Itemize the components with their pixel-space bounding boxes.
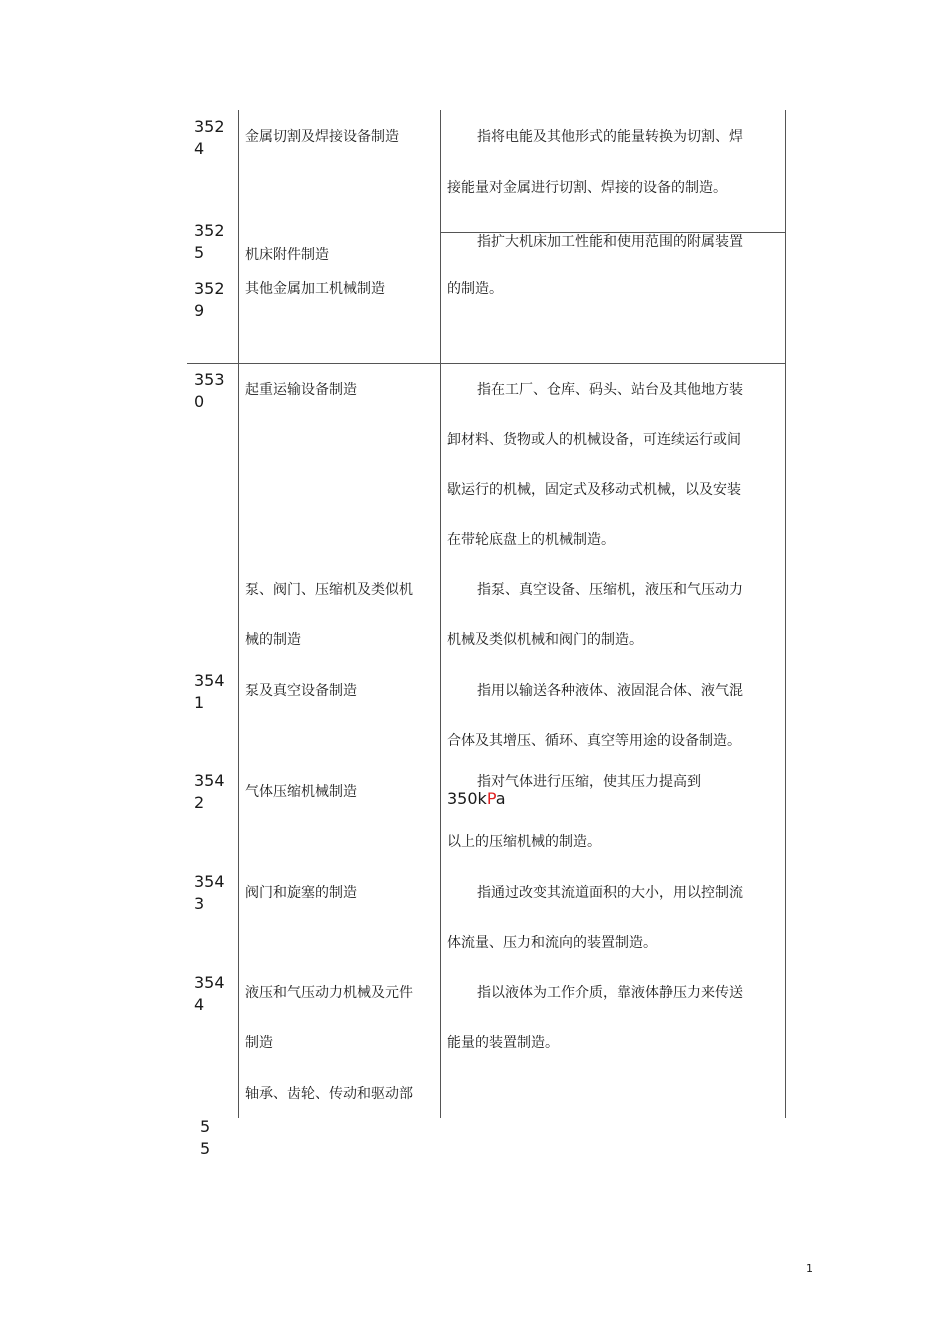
desc-3525-line2: 的制造。 <box>447 281 503 297</box>
name-3544-line1: 液压和气压动力机械及元件 <box>245 985 413 1001</box>
desc-354-line2: 机械及类似机械和阀门的制造。 <box>447 632 643 648</box>
desc-3543-line2: 体流量、压力和流向的装置制造。 <box>447 935 657 951</box>
desc-3541-line1: 指用以输送各种液体、液固混合体、液气混 <box>477 683 743 699</box>
code-3543: 354 3 <box>194 872 225 913</box>
desc-3544-line2: 能量的装置制造。 <box>447 1035 559 1051</box>
desc-3543-line1: 指通过改变其流道面积的大小，用以控制流 <box>477 885 743 901</box>
name-3530: 起重运输设备制造 <box>245 382 357 398</box>
code-3544: 354 4 <box>194 973 225 1014</box>
name-3541: 泵及真空设备制造 <box>245 683 357 699</box>
name-3544-line2: 制造 <box>245 1035 273 1051</box>
desc-3542-line3: 以上的压缩机械的制造。 <box>447 834 601 850</box>
desc-3541-line2: 合体及其增压、循环、真空等用途的设备制造。 <box>447 733 741 749</box>
name-3542: 气体压缩机械制造 <box>245 784 357 800</box>
code-3529: 352 9 <box>194 279 225 320</box>
code-3542: 354 2 <box>194 771 225 812</box>
desc-3542-line1: 指对气体进行压缩，使其压力提高到 <box>477 774 701 790</box>
code-3524: 352 4 <box>194 117 225 158</box>
page-number: 1 <box>806 1262 813 1275</box>
row-divider-3530 <box>187 363 785 364</box>
desc-3524-line1: 指将电能及其他形式的能量转换为切割、焊 <box>477 129 743 145</box>
name-3524: 金属切割及焊接设备制造 <box>245 129 399 145</box>
column-divider-2 <box>440 110 441 1118</box>
code-355: 5 5 <box>200 1117 211 1158</box>
desc-3524-line2: 接能量对金属进行切割、焊接的设备的制造。 <box>447 180 727 196</box>
desc-3530-line4: 在带轮底盘上的机械制造。 <box>447 532 615 548</box>
name-3525: 机床附件制造 <box>245 247 329 263</box>
name-354-line1: 泵、阀门、压缩机及类似机 <box>245 582 413 598</box>
desc-3530-line2: 卸材料、货物或人的机械设备，可连续运行或间 <box>447 432 741 448</box>
desc-3544-line1: 指以液体为工作介质，靠液体静压力来传送 <box>477 985 743 1001</box>
desc-3525-line1: 指扩大机床加工性能和使用范围的附属装置 <box>477 234 743 250</box>
table-right-border <box>785 110 786 1118</box>
column-divider-1 <box>238 110 239 1118</box>
name-3529: 其他金属加工机械制造 <box>245 281 385 297</box>
code-3530: 353 0 <box>194 370 225 411</box>
name-3543: 阀门和旋塞的制造 <box>245 885 357 901</box>
code-3541: 354 1 <box>194 671 225 712</box>
name-354-line2: 械的制造 <box>245 632 301 648</box>
name-355-line1: 轴承、齿轮、传动和驱动部 <box>245 1086 413 1102</box>
desc-3530-line3: 歇运行的机械，固定式及移动式机械，以及安装 <box>447 482 741 498</box>
desc-3542-pressure-value: 350kPa <box>447 789 506 808</box>
code-3525: 352 5 <box>194 221 225 262</box>
desc-354-line1: 指泵、真空设备、压缩机，液压和气压动力 <box>477 582 743 598</box>
desc-3530-line1: 指在工厂、仓库、码头、站台及其他地方装 <box>477 382 743 398</box>
